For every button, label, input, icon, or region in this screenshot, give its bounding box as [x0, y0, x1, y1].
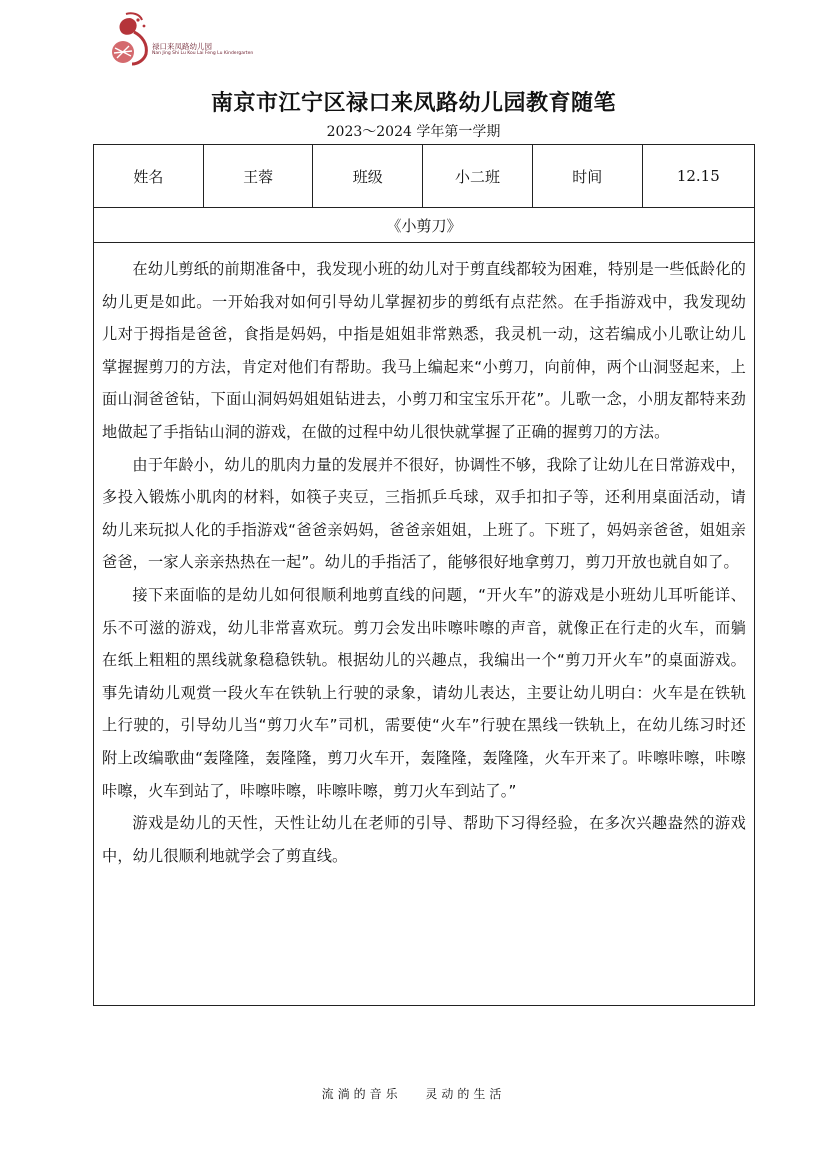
essay-paragraph-4: 游戏是幼儿的天性，天性让幼儿在老师的引导、帮助下习得经验，在多次兴趣盎然的游戏中，幼儿很顺利地就学会了剪直线。: [102, 814, 746, 865]
page-title: 南京市江宁区禄口来凤路幼儿园教育随笔: [210, 91, 616, 116]
essay-paragraph-2: 由于年龄小，幼儿的肌肉力量的发展并不很好，协调性不够，我除了让幼儿在日常游戏中，多投入锻炼小肌肉的材料，如筷子夹豆，三指抓乒乓球，双手扣扣子等，还利用桌面活动，请幼儿来玩拟人化的手指游戏“爸爸亲妈妈，爸爸亲姐姐，上班了。下班了，妈妈亲爸爸，姐姐亲爸爸，一家人亲亲热热在一起”。幼儿的手指活了，能够很好地拿剪刀，剪刀开放也就自如了。: [102, 455, 746, 572]
essay-paragraph-1: 在幼儿剪纸的前期准备中，我发现小班的幼儿对于剪直线都较为困难，特别是一些低龄化的幼儿更是如此。一开始我对如何引导幼儿掌握初步的剪纸有点茫然。在手指游戏中，我发现幼儿对于拇指是爸爸，食指是妈妈，中指是姐姐非常熟悉，我灵机一动，这若编成小儿歌让幼儿掌握握剪刀的方法，肯定对他们有帮助。我马上编起来“小剪刀，向前伸，两个山洞竖起来，上面山洞爸爸钻，下面山洞妈妈姐姐钻进去，小剪刀和宝宝乐开花”。儿歌一念，小朋友都特来劲地做起了手指钻山洞的游戏，在做的过程中幼儿很快就掌握了正确的握剪刀的方法。: [102, 260, 746, 441]
logo-emblem-icon: [108, 12, 152, 68]
logo-text: [152, 42, 253, 57]
class-label: 班级: [313, 145, 423, 208]
essay-title: 《小剪刀》: [94, 208, 755, 243]
logo-name-cn: 禄口来凤路幼儿园: [152, 42, 212, 51]
time-label: 时间: [532, 145, 642, 208]
essay-title-row: [94, 208, 755, 243]
kindergarten-logo: [108, 12, 254, 68]
essay-paragraph-3: 接下来面临的是幼儿如何很顺利地剪直线的问题，“开火车”的游戏是小班幼儿耳听能详、乐不可滋的游戏，幼儿非常喜欢玩。剪刀会发出咔嚓咔嚓的声音，就像正在行走的火车，而躺在纸上粗粗的黑线就象稳稳铁轨。根据幼儿的兴趣点，我编出一个“剪刀开火车”的桌面游戏。事先请幼儿观赏一段火车在铁轨上行驶的录象，请幼儿表达，主要让幼儿明白：火车是在铁轨上行驶的，引导幼儿当“剪刀火车”司机，需要使“火车”行驶在黑线一铁轨上，在幼儿练习时还附上改编歌曲“轰隆隆，轰隆隆，剪刀火车开，轰隆隆，轰隆隆，火车开来了。咔嚓咔嚓，咔嚓咔嚓，火车到站了，咔嚓咔嚓，咔嚓咔嚓，剪刀火车到站了。”: [102, 585, 746, 800]
class-value: 小二班: [423, 145, 533, 208]
essay-table: [93, 144, 755, 1006]
time-value: 12.15: [642, 145, 754, 208]
footer-motto-right: 灵动的生活: [425, 1087, 506, 1101]
info-row: [94, 145, 755, 208]
footer-motto-left: 流淌的音乐: [321, 1087, 402, 1101]
essay-body: [94, 243, 755, 1006]
page-footer: [0, 1085, 827, 1102]
name-value: 王蓉: [203, 145, 313, 208]
name-label: 姓名: [94, 145, 204, 208]
semester-subtitle: 2023～2024 学年第一学期: [326, 124, 501, 140]
logo-name-en: Nan Jing Shi Lu Kou Lai Feng Lu Kindergarten: [152, 51, 254, 56]
essay-body-row: [94, 243, 755, 1006]
